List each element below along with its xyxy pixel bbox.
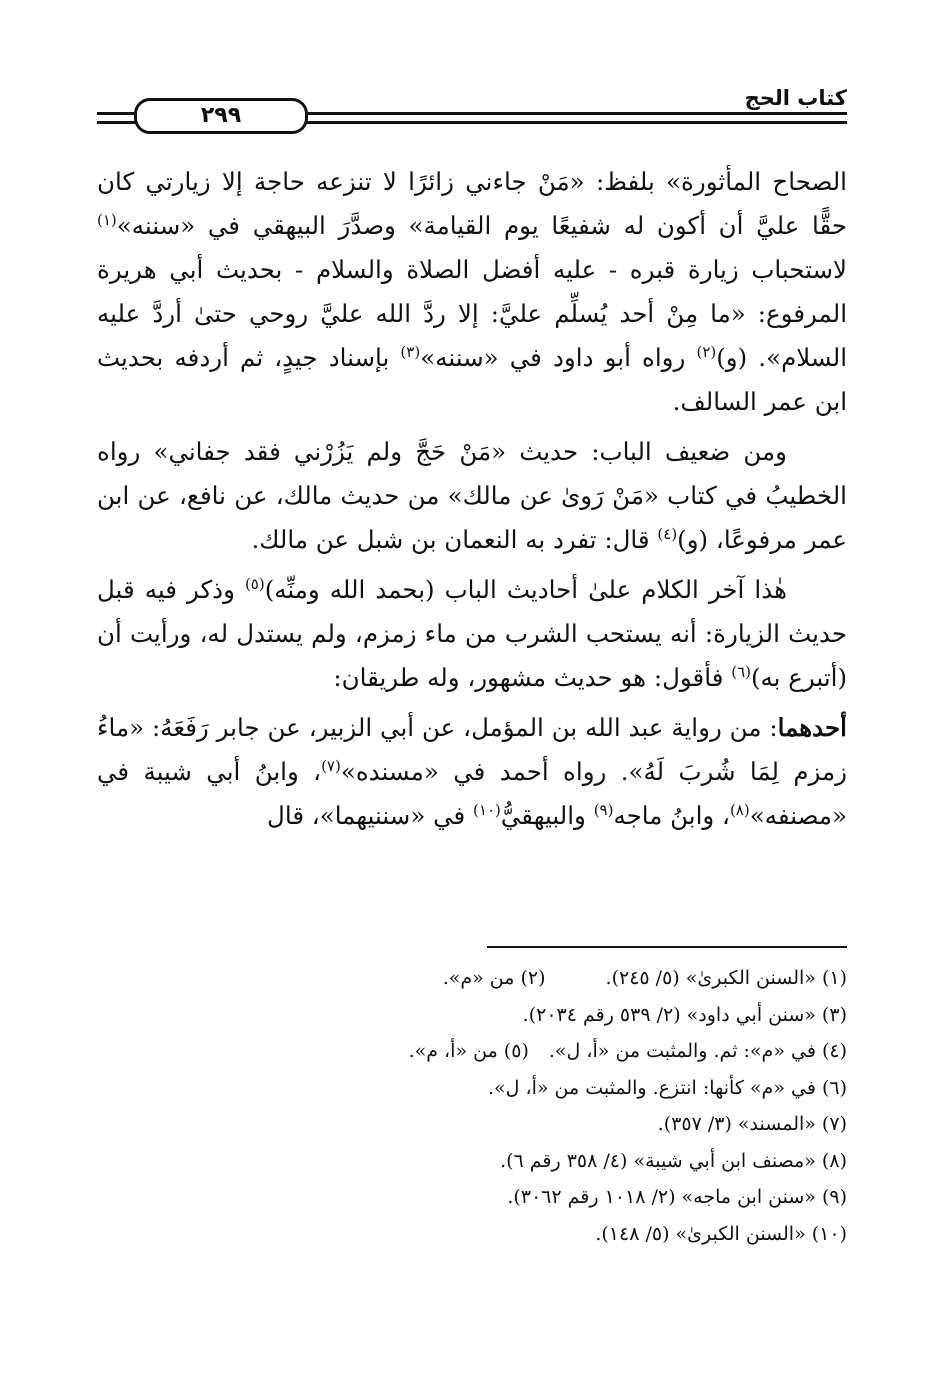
footnote-line <box>97 1070 847 1107</box>
text-run: هٰذا آخر الكلام علىٰ أحاديث الباب (بحمد الله ومنِّه) <box>264 575 787 604</box>
footnote: (٤) في «م»: ثم. والمثبت من «أ، ل». <box>548 1040 847 1062</box>
paragraph <box>97 430 847 562</box>
running-title: كتاب الحج <box>735 86 847 110</box>
footnote-ref: (٤) <box>657 524 678 543</box>
text-run: رواه أبو داود في «سننه» <box>420 343 697 372</box>
footnote-ref: (١) <box>97 210 117 229</box>
paragraph <box>97 706 847 838</box>
text-run: والبيهقيُّ <box>500 801 594 830</box>
footnote: (١) «السنن الكبرىٰ» (٥/ ٢٤٥). <box>605 967 847 989</box>
footnote: (٣) «سنن أبي داود» (٢/ ٥٣٩ رقم ٢٠٣٤). <box>522 1003 847 1026</box>
footnote-ref: (٧) <box>321 756 341 775</box>
footnote: (١٠) «السنن الكبرىٰ» (٥/ ١٤٨). <box>595 1222 847 1245</box>
footnote-ref: (٦) <box>731 662 751 681</box>
text-run: : من رواية عبد الله بن المؤمل، عن أبي الزبير، عن جابر رَفَعَهُ: «ماءُ زمزم لِمَا شُربَ لَهُ». رواه أحمد في «مسنده» <box>97 713 848 786</box>
footnote-separator <box>487 946 847 948</box>
footnote-line <box>97 1106 847 1143</box>
footnote: (٩) «سنن ابن ماجه» (٢/ ١٠١٨ رقم ٣٠٦٢). <box>507 1186 847 1208</box>
page-header <box>97 86 847 136</box>
text-run: فأقول: هو حديث مشهور، وله طريقان: <box>333 663 732 692</box>
header-rule <box>97 112 137 115</box>
footnote-ref: (٣) <box>400 342 421 361</box>
footnote-ref: (٢) <box>696 342 717 361</box>
bold-lead: أحدهما <box>777 713 847 742</box>
footnote-line <box>97 997 847 1034</box>
text-run: وذكر فيه قبل حديث الزيارة: أنه يستحب الشرب من ماء زمزم، ولم يستدل له، ورأيت أن (أتبرع به) <box>97 575 847 692</box>
text-run: ومن ضعيف الباب: حديث «مَنْ حَجَّ ولم يَزُرْني فقد جفاني» رواه الخطيبُ في كتاب «مَنْ رَوىٰ عن مالك» من حديث مالك، عن نافع، عن ابن عمر مرفوعًا، (و) <box>97 437 847 554</box>
footnote-ref: (١٠) <box>473 800 501 819</box>
main-text <box>97 160 847 844</box>
footnotes <box>97 960 847 1252</box>
text-run: ، وابنُ أبي شيبة في «مصنفه» <box>97 757 847 830</box>
footnote-line <box>97 1179 847 1216</box>
footnote-line <box>97 960 847 997</box>
footnote: (٦) في «م» كأنها: انتزع. والمثبت من «أ، ل». <box>487 1076 847 1099</box>
footnote-ref: (٩) <box>593 800 614 819</box>
footnote-line <box>97 1143 847 1180</box>
footnote: (٥) من «أ، م». <box>408 1040 529 1062</box>
footnote-line <box>97 1216 847 1253</box>
paragraph <box>97 160 847 424</box>
footnote-ref: (٨) <box>729 800 750 819</box>
page-number: ٢٩٩ <box>134 98 308 134</box>
footnote: (٨) «مصنف ابن أبي شيبة» (٤/ ٣٥٨ رقم ٦). <box>500 1149 847 1172</box>
text-run: في «سننيهما»، قال <box>267 801 474 830</box>
text-run: لاستحباب زيارة قبره - عليه أفضل الصلاة والسلام - بحديث أبي هريرة المرفوع: «ما مِنْ أحد يُسلِّم عليَّ: إلا ردَّ الله عليَّ روحي حتىٰ أردَّ عليه السلام». (و) <box>97 255 848 372</box>
footnote: (٢) من «م». <box>442 967 546 989</box>
footnote-line <box>97 1033 847 1070</box>
text-run: الصحاح المأثورة» بلفظ: «مَنْ جاءني زائرًا لا تنزعه حاجة إلا زيارتي كان حقًّا عليَّ أن أكون له شفيعًا يوم القيامة» وصدَّرَ البيهقي في «سننه» <box>97 167 847 240</box>
text-run: قال: تفرد به النعمان بن شبل عن مالك. <box>251 525 658 554</box>
footnote: (٧) «المسند» (٣/ ٣٥٧). <box>657 1113 847 1135</box>
paragraph <box>97 568 847 700</box>
text-run: ، وابنُ ماجه <box>613 801 730 830</box>
text-run: بإسناد جيدٍ، ثم أردفه بحديث ابن عمر السالف. <box>97 343 847 416</box>
header-rule <box>302 112 847 115</box>
footnote-ref: (٥) <box>244 574 265 593</box>
